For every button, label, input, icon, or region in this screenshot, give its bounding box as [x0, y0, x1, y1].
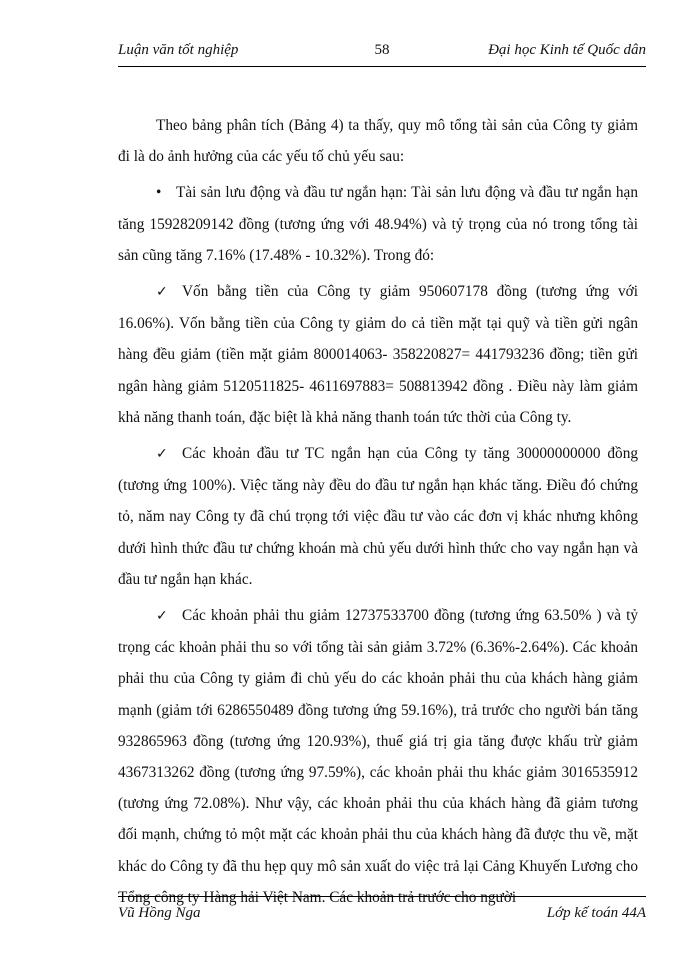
- footer-author: Vũ Hồng Nga: [118, 905, 201, 921]
- header-university: Đại học Kinh tế Quốc dân: [488, 42, 646, 58]
- footer-class: Lớp kế toán 44A: [546, 905, 646, 921]
- paragraph-cash: ✓ Vốn bằng tiền của Công ty giảm 950607178 đồng (tương ứng với 16.06%). Vốn bằng tiền của Công ty giảm do cả tiền mặt tại quỹ và tiền gửi ngân hàng đều giảm (tiền mặt giảm 800014063- 358220827= 441793236 đồng; tiền gửi ngân hàng giảm 5120511825- 4611697883= 508813942 đồng . Điều này làm giảm khả năng thanh toán, đặc biệt là khả năng thanh toán tức thời của Công ty.: [118, 276, 638, 433]
- header-thesis-title: Luận văn tốt nghiệp: [118, 42, 239, 58]
- checkmark-icon: ✓: [156, 446, 168, 463]
- checkmark-icon: ✓: [156, 284, 168, 301]
- page-header: [118, 36, 646, 67]
- bullet-icon: •: [156, 184, 162, 202]
- paragraph-receivables: ✓ Các khoản phải thu giảm 12737533700 đồng (tương ứng 63.50% ) và tỷ trọng các khoản phải thu so với tổng tài sản giảm 3.72% (6.36%-2.64%). Các khoản phải thu của Công ty giảm đi chủ yếu do các khoản phải thu của khách hàng giảm mạnh (giảm tới 6286550489 đồng tương ứng 59.16%), trả trước cho người bán tăng 932865963 đồng (tương ứng 120.93%), thuế giá trị gia tăng được khấu trừ giảm 4367313262 đồng (tương ứng 97.59%), các khoản phải thu khác giảm 3016535912 (tương ứng 72.08%). Như vậy, các khoản phải thu của khách hàng đã giảm tương đối mạnh, chứng tỏ một mặt các khoản phải thu của khách hàng đã được thu về, mặt khác do Công ty đã thu hẹp quy mô sản xuất do việc trả lại Cảng Khuyến Lương cho Tổng công ty Hàng hải Việt Nam. Các khoản trả trước cho người: [118, 600, 638, 913]
- page-number: 58: [374, 42, 390, 58]
- paragraph-current-assets: • Tài sản lưu động và đầu tư ngắn hạn: Tài sản lưu động và đầu tư ngắn hạn tăng 15928209142 đồng (tương ứng với 48.94%) và tỷ trọng của nó trong tổng tài sản cũng tăng 7.16% (17.48% - 10.32%). Trong đó:: [118, 177, 638, 271]
- document-body: [118, 110, 638, 918]
- checkmark-icon: ✓: [156, 608, 168, 625]
- paragraph-intro: Theo bảng phân tích (Bảng 4) ta thấy, quy mô tổng tài sản của Công ty giảm đi là do ảnh hưởng của các yếu tố chủ yếu sau:: [118, 117, 638, 166]
- paragraph-investments: ✓ Các khoản đầu tư TC ngắn hạn của Công ty tăng 30000000000 đồng (tương ứng 100%). Việc tăng này đều do đầu tư ngắn hạn khác tăng. Điều đó chứng tỏ, năm nay Công ty đã chú trọng tới việc đầu tư vào các đơn vị khác nhưng không dưới hình thức đầu tư chứng khoán mà chủ yếu dưới hình thức cho vay ngắn hạn và đầu tư ngắn hạn khác.: [118, 438, 638, 595]
- page-footer: [118, 896, 646, 927]
